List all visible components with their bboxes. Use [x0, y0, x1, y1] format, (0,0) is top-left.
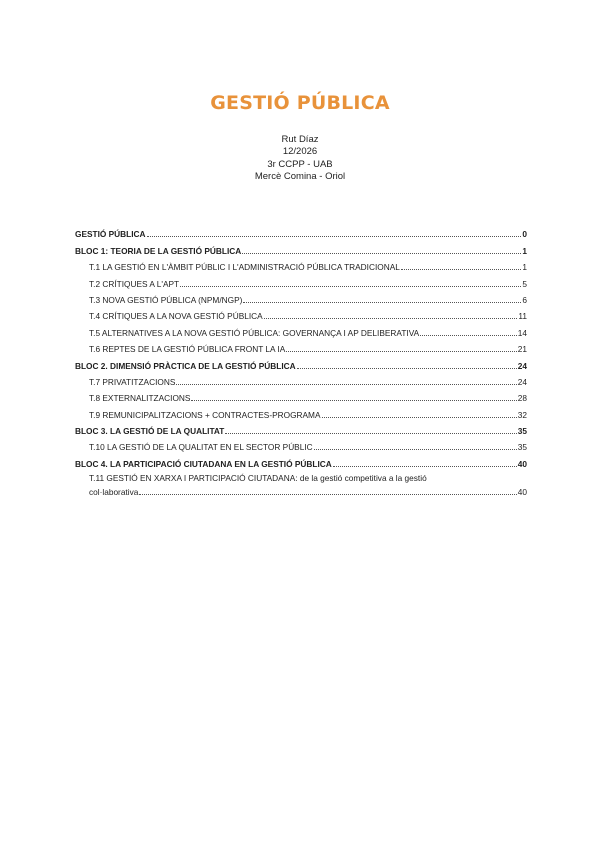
- toc-page-number: 40: [517, 458, 527, 469]
- toc-leader-dots: [322, 417, 517, 418]
- toc-leader-dots: [139, 494, 516, 495]
- author: Rut Díaz: [281, 134, 319, 145]
- toc-leader-dots: [401, 269, 522, 270]
- toc-leader-dots: [420, 335, 517, 336]
- document-meta: [0, 134, 600, 184]
- toc-page-number: 35: [517, 442, 527, 453]
- toc-leader-dots: [333, 466, 517, 467]
- toc-entry[interactable]: [75, 256, 527, 272]
- toc-leader-dots: [176, 384, 516, 385]
- toc-entry-label: T.6 REPTES DE LA GESTIÓ PÚBLICA FRONT LA IA: [89, 344, 286, 355]
- toc-page-number: 1: [522, 262, 527, 273]
- toc-leader-dots: [180, 286, 521, 287]
- date: 12/2026: [282, 146, 318, 158]
- toc-entry-label: T.4 CRÍTIQUES A LA NOVA GESTIÓ PÚBLICA: [89, 311, 263, 322]
- toc-entry-label: GESTIÓ PÚBLICA: [75, 229, 146, 240]
- toc-leader-dots: [286, 351, 516, 352]
- toc-entry-label: BLOC 4. LA PARTICIPACIÓ CIUTADANA EN LA GESTIÓ PÚBLICA: [75, 458, 332, 469]
- toc-entry[interactable]: [75, 289, 527, 305]
- toc-page-number: 0: [522, 229, 527, 240]
- toc-entry-label: T.3 NOVA GESTIÓ PÚBLICA (NPM/NGP): [89, 294, 243, 305]
- toc-entry[interactable]: [75, 239, 527, 255]
- toc-entry[interactable]: [75, 436, 527, 452]
- toc-leader-dots: [243, 302, 521, 303]
- toc-page-number: 14: [517, 327, 527, 338]
- toc-entry[interactable]: [75, 452, 527, 468]
- toc-page-number: 5: [522, 278, 527, 289]
- toc-page-number: 1: [522, 245, 527, 256]
- toc-leader-dots: [225, 433, 516, 434]
- toc-entry[interactable]: [75, 321, 527, 337]
- toc-page-number: 6: [522, 294, 527, 305]
- toc-entry[interactable]: [75, 272, 527, 288]
- toc-entry[interactable]: [75, 305, 527, 321]
- toc-entry-label: T.11 GESTIÓ EN XARXA I PARTICIPACIÓ CIUTADANA: de la gestió competitiva a la gestió: [89, 472, 427, 483]
- toc-entry-label: BLOC 1: TEORIA DE LA GESTIÓ PÚBLICA: [75, 245, 242, 256]
- toc-entry-label: T.2 CRÍTIQUES A L'APT: [89, 278, 180, 289]
- toc-page-number: 24: [517, 360, 527, 371]
- toc-page-number: 11: [518, 311, 527, 322]
- toc-page-number: 40: [517, 486, 527, 497]
- toc-leader-dots: [314, 449, 517, 450]
- toc-entry-label: T.10 LA GESTIÓ DE LA QUALITAT EN EL SECTOR PÚBLIC: [89, 442, 313, 453]
- toc-leader-dots: [264, 318, 518, 319]
- toc-entry[interactable]: [75, 403, 527, 419]
- document-title: GESTIÓ PÚBLICA: [210, 92, 390, 114]
- toc-entry-label: T.1 LA GESTIÓ EN L'ÀMBIT PÚBLIC I L'ADMINISTRACIÓ PÚBLICA TRADICIONAL: [89, 262, 400, 273]
- toc-entry-label: BLOC 2. DIMENSIÓ PRÀCTICA DE LA GESTIÓ PÚBLICA: [75, 360, 296, 371]
- toc-entry[interactable]: [75, 387, 527, 403]
- toc-page-number: 28: [517, 393, 527, 404]
- toc-page-number: 21: [517, 344, 527, 355]
- toc-entry[interactable]: [75, 469, 527, 497]
- teachers: Mercè Comina - Oriol: [254, 171, 346, 183]
- table-of-contents: [75, 223, 527, 497]
- toc-leader-dots: [147, 236, 522, 237]
- toc-entry[interactable]: [75, 420, 527, 436]
- toc-leader-dots: [191, 400, 516, 401]
- toc-page-number: 35: [517, 426, 527, 437]
- toc-entry-label: T.5 ALTERNATIVES A LA NOVA GESTIÓ PÚBLICA: GOVERNANÇA I AP DELIBERATIVA: [89, 327, 420, 338]
- toc-entry-label: BLOC 3. LA GESTIÓ DE LA QUALITAT: [75, 426, 225, 437]
- toc-leader-dots: [297, 368, 517, 369]
- toc-page-number: 32: [517, 409, 527, 420]
- toc-entry-label: T.9 REMUNICIPALITZACIONS + CONTRACTES-PROGRAMA: [89, 409, 321, 420]
- toc-entry[interactable]: [75, 223, 527, 239]
- toc-entry-label: col·laborativa: [89, 486, 139, 497]
- toc-entry[interactable]: [75, 338, 527, 354]
- toc-entry-label: T.7 PRIVATITZACIONS: [89, 376, 176, 387]
- course: 3r CCPP - UAB: [267, 158, 333, 170]
- toc-entry[interactable]: [75, 371, 527, 387]
- toc-page-number: 24: [517, 376, 527, 387]
- toc-entry-label: T.8 EXTERNALITZACIONS: [89, 393, 191, 404]
- toc-entry[interactable]: [75, 354, 527, 370]
- toc-leader-dots: [242, 253, 521, 254]
